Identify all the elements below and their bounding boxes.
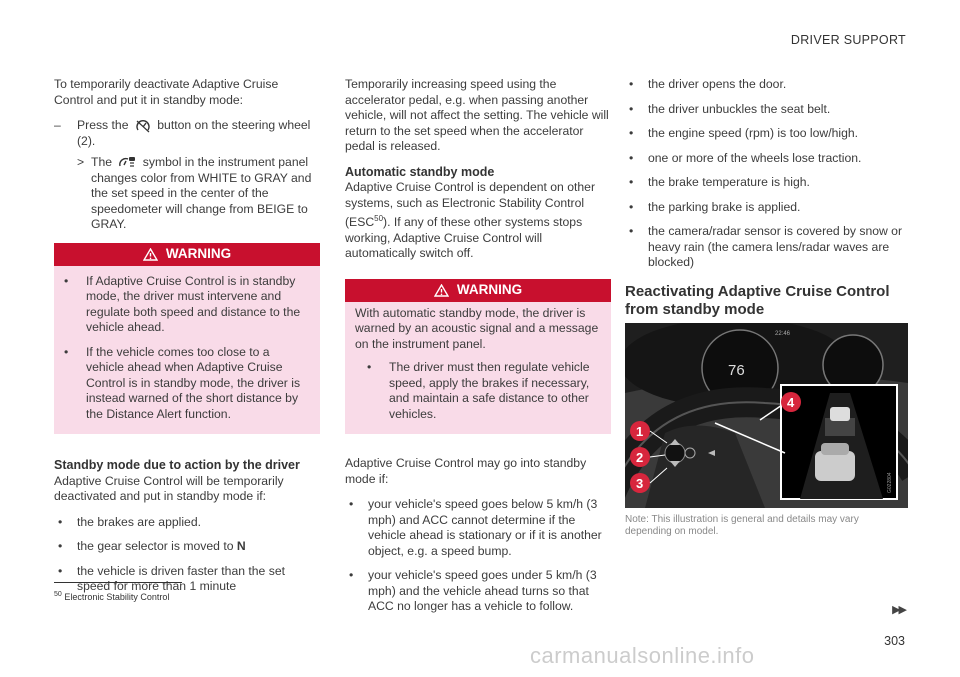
warning-title: WARNING (456, 282, 523, 298)
list-item: • the driver opens the door. (629, 77, 787, 91)
list-item: • the brakes are applied. (58, 514, 201, 529)
list-item: • your vehicle's speed goes under 5 km/h (3 mph) and the vehicle ahead turns so that ACC no longer has a vehicle to follow. (349, 568, 597, 614)
acc-standby-button-icon (135, 119, 151, 133)
standby-driver-text: Adaptive Cruise Control will be temporarily deactivated and put in standby mode if: (54, 473, 284, 503)
svg-text:2: 2 (636, 449, 644, 465)
list-item: • the parking brake is applied. (629, 199, 801, 214)
clock-readout: 22:46 (775, 330, 791, 337)
warning-item: • If Adaptive Cruise Control is in standby mode, the driver must intervene and regulate both speed and distance to the vehicle ahead. (64, 273, 301, 334)
step-text-pre: Press the (77, 118, 129, 132)
footnote-ref: 50 (374, 214, 384, 223)
warning-triangle-icon (434, 284, 449, 297)
list-item: • the driver unbuckles the seat belt. (629, 101, 831, 116)
step-text-post: button on the steering wheel (2). (77, 118, 311, 148)
acc-indicator-icon (118, 156, 136, 170)
accelerator-text: Temporarily increasing speed using the accelerator pedal, e.g. when passing another vehicle, will not affect the setting. The vehicle will return to the set speed when the accelerator pedal is released. (345, 77, 609, 153)
heading-reactivating: Reactivating Adaptive Cruise Control from standby mode (625, 282, 890, 318)
footnote: $^{50}$ Electronic Stability Control (54, 591, 170, 602)
callout-2 (630, 447, 650, 467)
svg-text:4: 4 (787, 394, 795, 410)
column-3 (625, 77, 908, 539)
watermark: carmanualsonline.info (530, 643, 755, 668)
speed-readout: 76 (728, 361, 745, 379)
list-item: • the brake temperature is high. (629, 175, 810, 189)
list-item: • the vehicle is driven faster than the set speed for more than 1 minute (58, 563, 285, 593)
heading-automatic-standby: Automatic standby mode (345, 164, 495, 179)
result-text-post: symbol in the instrument panel changes color from WHITE to GRAY and the set speed in the center of the speedometer will change from BEIGE to GRAY. (91, 155, 312, 231)
warning-header (345, 279, 611, 302)
list-item: • one or more of the wheels lose traction. (629, 150, 862, 165)
list-item: • the camera/radar sensor is covered by snow or heavy rain (the camera lens/radar waves are blocked) (629, 224, 903, 269)
footnote-divider (54, 582, 182, 583)
svg-text:1: 1 (636, 423, 644, 439)
result-text-pre: The (91, 155, 113, 169)
warning-header (54, 243, 320, 266)
automatic-standby-text: Adaptive Cruise Control is dependent on other systems, such as Electronic Stability Control (ESC$^{50}$). If any of these other systems stops working, Adaptive Cruise Control will automatically switch off. (345, 180, 595, 261)
column-1 (54, 77, 320, 604)
warning-box-2 (345, 279, 611, 435)
illustration-svg (625, 323, 908, 508)
figure-code: G022804 (887, 471, 893, 493)
intro-text: To temporarily deactivate Adaptive Cruise Control and put it in standby mode: (54, 77, 279, 107)
step-result: > The symbol in the instrument panel changes color from WHITE to GRAY and the set speed in the center of the speedometer will change from BEIGE to GRAY. (77, 155, 312, 231)
next-page-arrows-icon[interactable]: ▶▶ (892, 604, 905, 616)
callout-3 (630, 473, 650, 493)
warning-text: With automatic standby mode, the driver is warned by an acoustic signal and a message on the instrument panel. (355, 305, 599, 351)
step-1: – Press the button on the steering wheel (2). (54, 118, 311, 148)
standby-conditions-text: Adaptive Cruise Control may go into standby mode if: (345, 456, 587, 486)
warning-triangle-icon (143, 248, 158, 261)
gear-n: N (236, 539, 246, 553)
list-item: • your vehicle's speed goes below 5 km/h (3 mph) and ACC cannot determine if the vehicle ahead is stationary or if it is another object, e.g. a speed bump. (349, 497, 602, 558)
page-number: 303 (884, 634, 905, 648)
list-item: • the engine speed (rpm) is too low/high. (629, 126, 859, 140)
warning-item: • The driver must then regulate vehicle speed, apply the brakes if necessary, and maintain a safe distance to other vehicles. (367, 360, 590, 421)
column-2 (345, 77, 611, 624)
warning-title: WARNING (165, 246, 232, 262)
figure-caption: Note: This illustration is general and details may vary depending on model. (625, 513, 859, 537)
warning-item: • If the vehicle comes too close to a vehicle ahead when Adaptive Cruise Control is in standby mode, the driver is instead warned of the short distance by the Distance Alert function. (64, 344, 301, 421)
svg-text:3: 3 (636, 475, 644, 491)
warning-box-1 (54, 243, 320, 435)
steering-wheel-illustration (625, 323, 908, 508)
callout-4 (781, 392, 801, 412)
section-header: DRIVER SUPPORT (790, 33, 906, 47)
heading-standby-driver: Standby mode due to action by the driver (54, 458, 300, 472)
list-item: • the gear selector is moved to N (58, 539, 246, 553)
callout-1 (630, 421, 650, 441)
